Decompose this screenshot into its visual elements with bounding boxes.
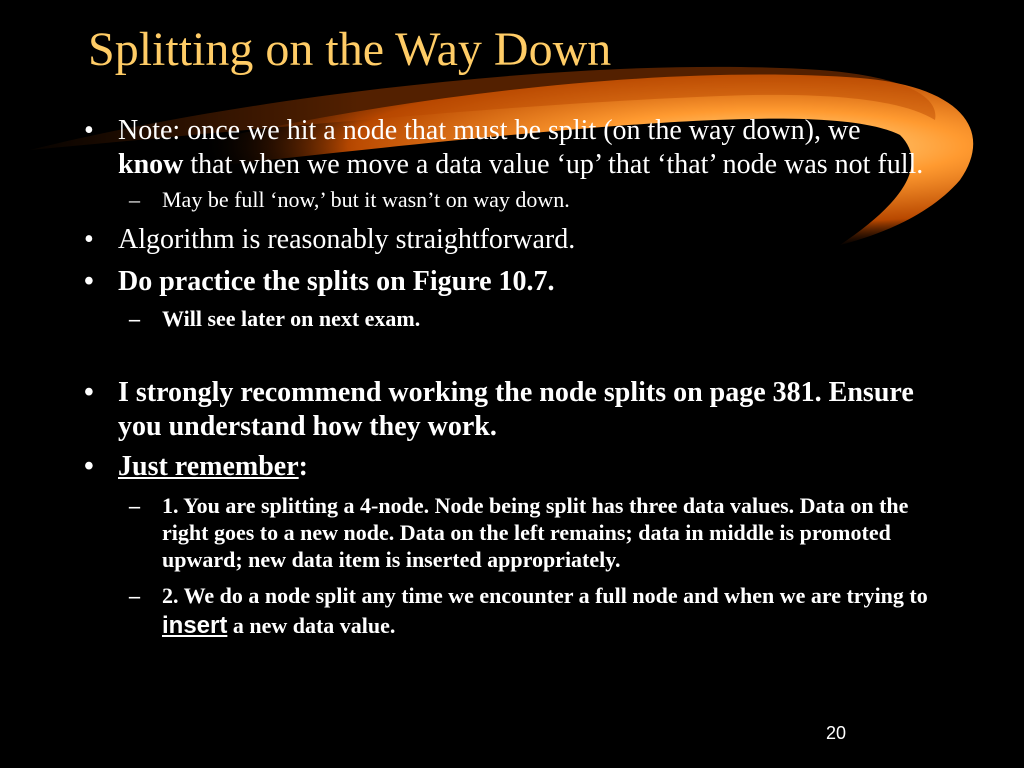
sub-bullet-text: May be full ‘now,’ but it wasn’t on way down. xyxy=(162,187,570,212)
slide-title: Splitting on the Way Down xyxy=(88,23,612,76)
slide-content xyxy=(82,114,932,641)
rule-2-text-start: 2. We do a node split any time we encounter a full node and when we are trying to xyxy=(162,583,928,608)
sub-bullet-rule-2 xyxy=(129,581,932,641)
bullet-recommend xyxy=(82,376,932,444)
sub-bullet-text: 1. You are splitting a 4-node. Node being split has three data values. Data on the right goes to a new node. Data on the left remains; data in middle is promoted upward; new data item is inserted appropriately. xyxy=(162,493,909,572)
dash-marker: – xyxy=(129,306,140,331)
just-remember-colon: : xyxy=(298,451,308,482)
rule-2-insert-emphasis: insert xyxy=(162,612,228,639)
page-number: 20 xyxy=(826,723,847,743)
bullet-marker: • xyxy=(84,266,94,297)
bullet-text: Algorithm is reasonably straightforward. xyxy=(118,224,576,255)
bullet-marker: • xyxy=(84,451,94,482)
dash-marker: – xyxy=(129,187,140,212)
rule-2-text-end: a new data value. xyxy=(227,613,396,638)
sub-bullet-next-exam xyxy=(129,305,932,332)
bullet-note-bold-word: know xyxy=(118,149,184,180)
sub-bullet-may-be-full xyxy=(129,186,932,213)
bullet-marker: • xyxy=(84,224,94,255)
bullet-marker: • xyxy=(84,377,94,408)
dash-marker: – xyxy=(129,583,140,608)
bullet-algorithm xyxy=(82,223,932,257)
sub-bullet-rule-1 xyxy=(129,492,932,573)
bullet-just-remember xyxy=(82,450,932,484)
dash-marker: – xyxy=(129,493,140,518)
bullet-text: Do practice the splits on Figure 10.7. xyxy=(118,266,555,297)
bullet-marker: • xyxy=(84,115,94,146)
just-remember-underlined: Just remember xyxy=(118,451,299,482)
bullet-text: I strongly recommend working the node splits on page 381. Ensure you understand how they work. xyxy=(118,377,914,442)
bullet-note-text-end: that when we move a data value ‘up’ that ‘that’ node was not full. xyxy=(183,149,924,180)
bullet-note xyxy=(82,114,932,182)
bullet-practice-splits xyxy=(82,265,932,299)
bullet-note-text-start: Note: once we hit a node that must be split (on the way down), we xyxy=(118,115,861,146)
sub-bullet-text: Will see later on next exam. xyxy=(162,306,421,331)
